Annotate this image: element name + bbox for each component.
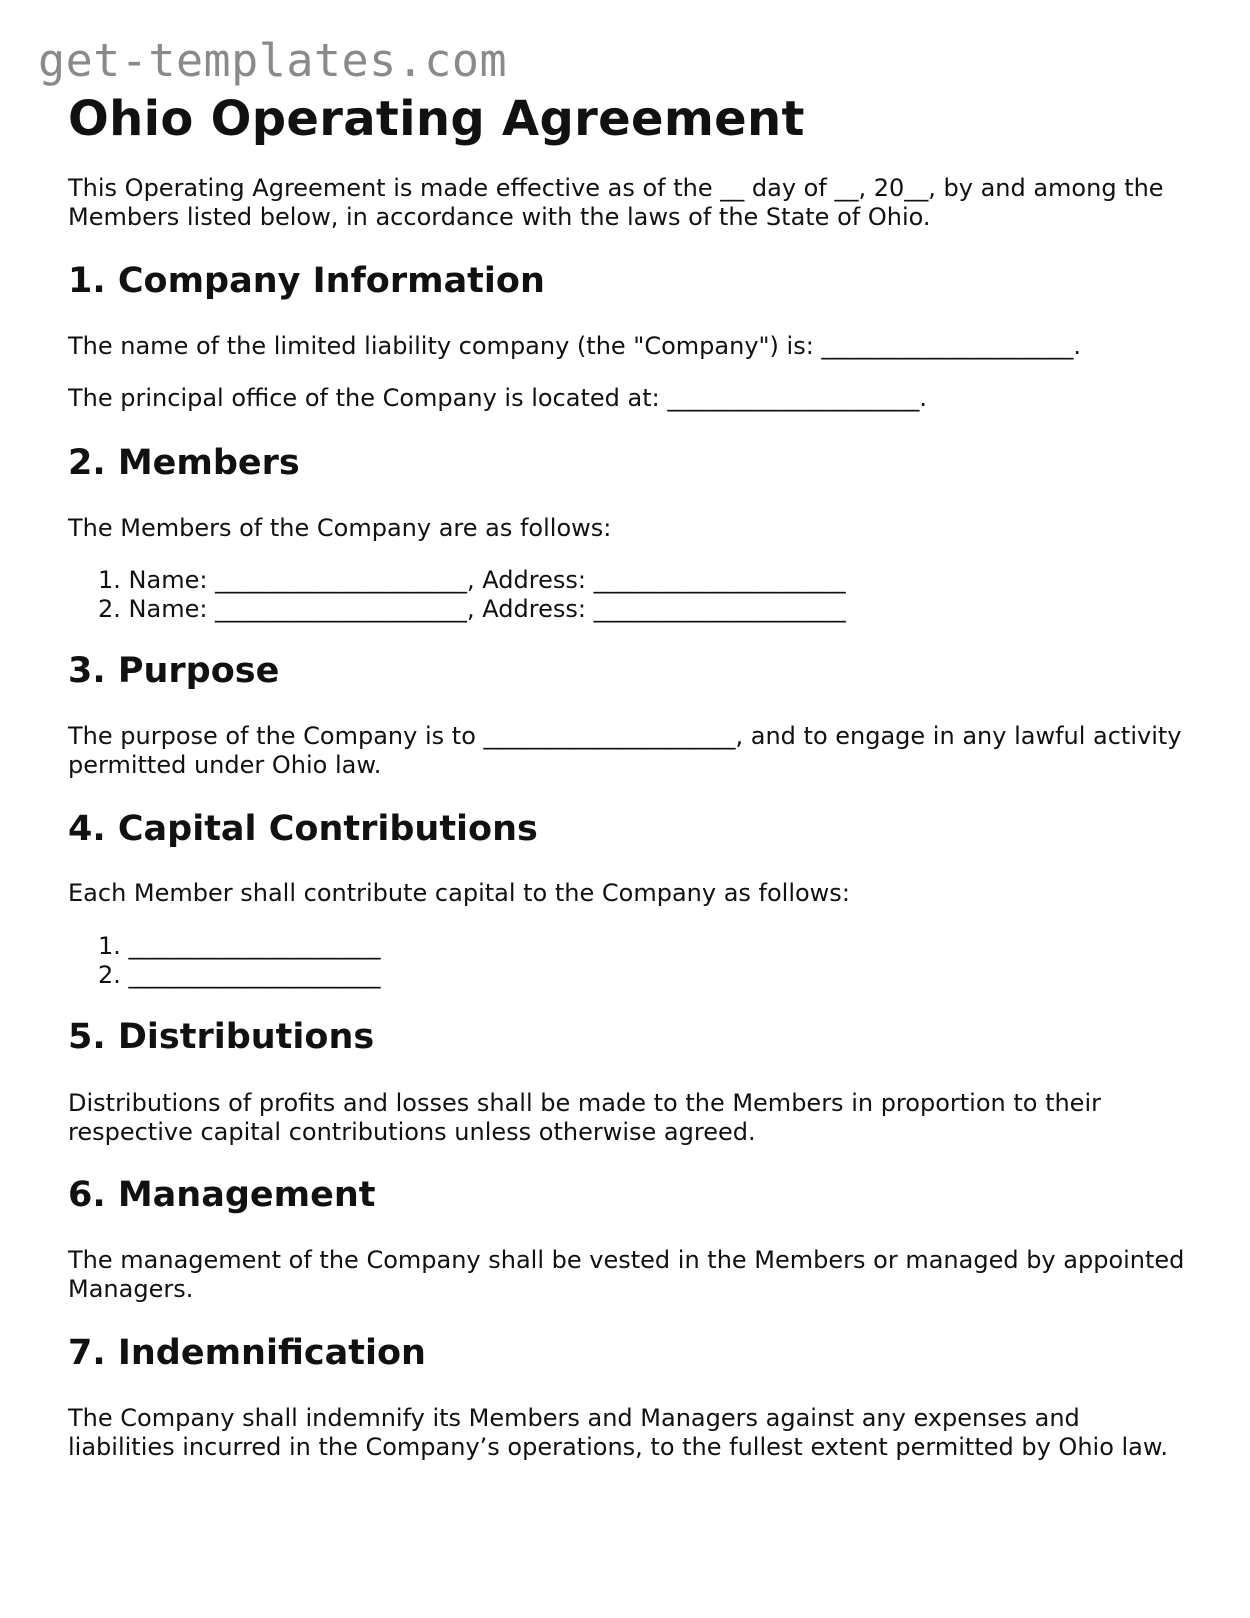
capital-intro: Each Member shall contribute capital to the Company as follows: [68,879,850,907]
list-item: 1. _____________________ [98,932,381,960]
intro-paragraph: This Operating Agreement is made effective as of the __ day of __, 20__, by and among the Members listed below, in accordance with the laws of the State of Ohio. [68,174,1164,231]
capital-list [98,932,381,990]
section-heading-management: 6. Management [68,1175,376,1215]
section-heading-purpose: 3. Purpose [68,651,280,691]
company-name-line: The name of the limited liability company (the "Company") is: _____________________. [68,332,1082,360]
section-heading-company-info: 1. Company Information [68,261,545,301]
watermark: get-templates.com [38,34,508,87]
members-list [98,566,846,624]
document-title: Ohio Operating Agreement [68,91,805,147]
section-heading-indemnification: 7. Indemnification [68,1333,426,1373]
section-heading-members: 2. Members [68,443,300,483]
list-item: 1. Name: _____________________, Address: _____________________ [98,566,846,594]
list-item: 2. _____________________ [98,961,381,989]
indemnification-paragraph: The Company shall indemnify its Members and Managers against any expenses and liabilities incurred in the Company’s operations, to the fullest extent permitted by Ohio law. [68,1404,1168,1461]
management-paragraph: The management of the Company shall be vested in the Members or managed by appointed Managers. [68,1246,1185,1303]
list-item: 2. Name: _____________________, Address: _____________________ [98,595,846,623]
principal-office-line: The principal office of the Company is located at: _____________________. [68,384,927,412]
section-heading-capital: 4. Capital Contributions [68,809,538,849]
purpose-paragraph: The purpose of the Company is to _____________________, and to engage in any lawful activity permitted under Ohio law. [68,722,1182,779]
members-intro: The Members of the Company are as follows: [68,514,612,542]
document-page [68,91,1198,1461]
distributions-paragraph: Distributions of profits and losses shall be made to the Members in proportion to their respective capital contributions unless otherwise agreed. [68,1089,1101,1146]
section-heading-distributions: 5. Distributions [68,1017,375,1057]
